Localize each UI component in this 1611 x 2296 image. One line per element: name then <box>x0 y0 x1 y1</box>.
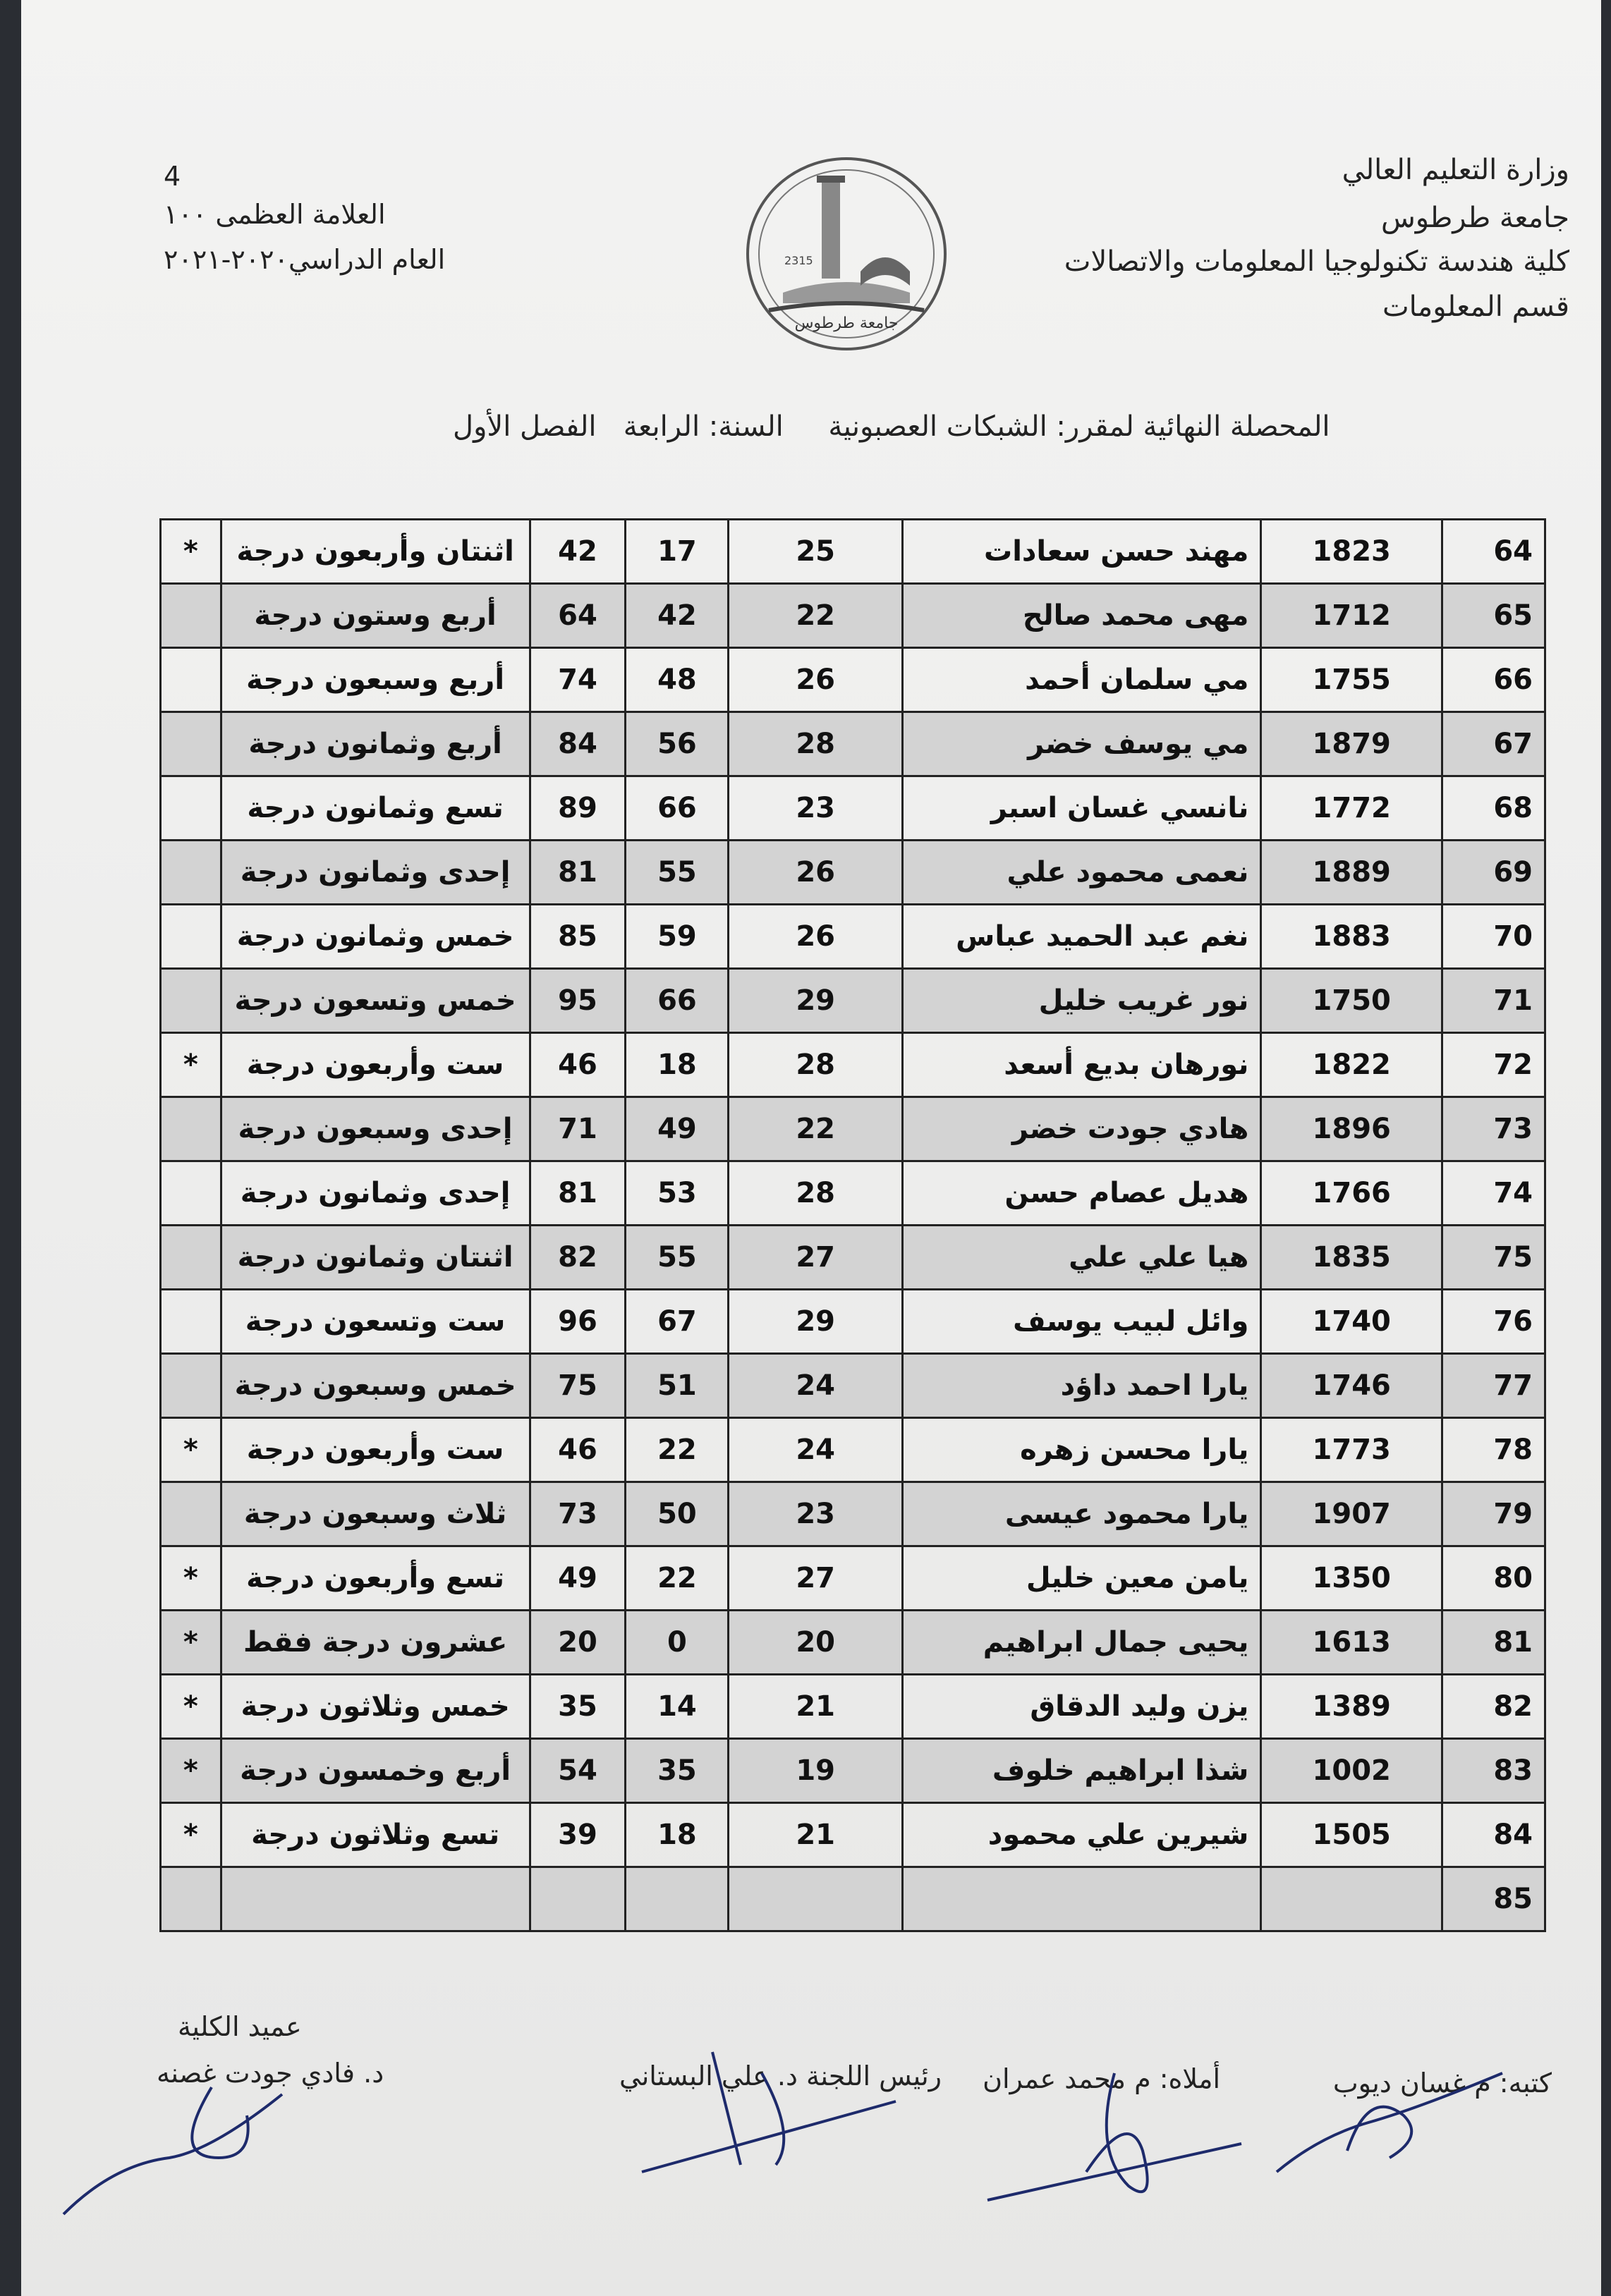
total-cell: 46 <box>530 1418 626 1482</box>
row-number-cell: 71 <box>1442 969 1545 1033</box>
row-number-cell: 76 <box>1442 1290 1545 1354</box>
student-name-cell: وائل لبيب يوسف <box>903 1290 1261 1354</box>
course-semester: الفصل الأول <box>453 410 597 443</box>
student-id-cell: 1755 <box>1261 648 1442 712</box>
total-in-words-cell: أربع وستون درجة <box>221 584 530 648</box>
mark-b-cell: 51 <box>626 1354 729 1418</box>
row-number-cell: 84 <box>1442 1803 1545 1867</box>
student-name-cell: مهند حسن سعادات <box>903 520 1261 584</box>
total-in-words-cell: عشرون درجة فقط <box>221 1611 530 1675</box>
mark-a-cell: 29 <box>729 1290 903 1354</box>
row-number-cell: 75 <box>1442 1226 1545 1290</box>
faculty-name: كلية هندسة تكنولوجيا المعلومات والاتصالات <box>1064 245 1569 278</box>
total-cell: 89 <box>530 776 626 841</box>
row-number-cell: 85 <box>1442 1867 1545 1931</box>
mark-b-cell: 66 <box>626 969 729 1033</box>
table-row <box>161 1611 1545 1675</box>
mark-b-cell: 18 <box>626 1803 729 1867</box>
fail-mark-cell <box>161 969 221 1033</box>
student-id-cell: 1823 <box>1261 520 1442 584</box>
student-name-cell: نور غريب خليل <box>903 969 1261 1033</box>
grades-table <box>159 518 1546 1932</box>
total-in-words-cell: خمس وثمانون درجة <box>221 905 530 969</box>
table-row <box>161 1290 1545 1354</box>
table-row <box>161 905 1545 969</box>
table-row <box>161 1739 1545 1803</box>
student-name-cell: شيرين علي محمود <box>903 1803 1261 1867</box>
fail-mark-cell: * <box>161 520 221 584</box>
row-number-cell: 70 <box>1442 905 1545 969</box>
student-id-cell: 1889 <box>1261 841 1442 905</box>
total-in-words-cell: أربع وخمسون درجة <box>221 1739 530 1803</box>
table-row <box>161 1675 1545 1739</box>
table-row <box>161 969 1545 1033</box>
fail-mark-cell <box>161 776 221 841</box>
mark-a-cell: 28 <box>729 1161 903 1226</box>
student-id-cell: 1907 <box>1261 1482 1442 1546</box>
mark-b-cell: 49 <box>626 1097 729 1161</box>
student-name-cell: يارا احمد داؤد <box>903 1354 1261 1418</box>
logo-year: 2315 <box>784 254 813 267</box>
student-name-cell: نغم عبد الحميد عباس <box>903 905 1261 969</box>
row-number-cell: 67 <box>1442 712 1545 776</box>
row-number-cell: 72 <box>1442 1033 1545 1097</box>
mark-b-cell: 18 <box>626 1033 729 1097</box>
student-id-cell: 1613 <box>1261 1611 1442 1675</box>
row-number-cell: 82 <box>1442 1675 1545 1739</box>
signature-dictator <box>973 2045 1256 2228</box>
mark-b-cell: 35 <box>626 1739 729 1803</box>
student-id-cell: 1740 <box>1261 1290 1442 1354</box>
row-number-cell: 73 <box>1442 1097 1545 1161</box>
mark-a-cell <box>729 1867 903 1931</box>
mark-a-cell: 19 <box>729 1739 903 1803</box>
mark-a-cell: 22 <box>729 1097 903 1161</box>
total-cell: 96 <box>530 1290 626 1354</box>
mark-b-cell: 59 <box>626 905 729 969</box>
row-number-cell: 65 <box>1442 584 1545 648</box>
signature-committee-head <box>614 2031 910 2186</box>
row-number-cell: 74 <box>1442 1161 1545 1226</box>
fail-mark-cell: * <box>161 1739 221 1803</box>
logo-text: جامعة طرطوس <box>794 315 899 332</box>
total-in-words-cell: ست وتسعون درجة <box>221 1290 530 1354</box>
student-id-cell: 1746 <box>1261 1354 1442 1418</box>
signature-writer <box>1263 2031 1516 2200</box>
document-page <box>21 0 1601 2296</box>
student-name-cell: مي سلمان أحمد <box>903 648 1261 712</box>
total-in-words-cell: خمس وثلاثون درجة <box>221 1675 530 1739</box>
course-line <box>453 410 1330 443</box>
total-in-words-cell: اثنتان وثمانون درجة <box>221 1226 530 1290</box>
total-cell: 85 <box>530 905 626 969</box>
student-name-cell: يارا محسن زهره <box>903 1418 1261 1482</box>
mark-b-cell: 42 <box>626 584 729 648</box>
mark-a-cell: 28 <box>729 1033 903 1097</box>
dean-name: د. فادي جودت غصنه <box>157 2058 384 2089</box>
student-name-cell: يزن وليد الدقاق <box>903 1675 1261 1739</box>
mark-a-cell: 26 <box>729 905 903 969</box>
mark-a-cell: 28 <box>729 712 903 776</box>
fail-mark-cell: * <box>161 1675 221 1739</box>
dean-title: عميد الكلية <box>178 2011 302 2042</box>
row-number-cell: 80 <box>1442 1546 1545 1611</box>
total-cell: 84 <box>530 712 626 776</box>
mark-b-cell: 17 <box>626 520 729 584</box>
student-id-cell: 1879 <box>1261 712 1442 776</box>
mark-b-cell: 56 <box>626 712 729 776</box>
mark-a-cell: 21 <box>729 1675 903 1739</box>
total-in-words-cell: تسع وأربعون درجة <box>221 1546 530 1611</box>
table-row <box>161 1097 1545 1161</box>
student-name-cell: نورهان بديع أسعد <box>903 1033 1261 1097</box>
mark-b-cell: 50 <box>626 1482 729 1546</box>
total-cell: 42 <box>530 520 626 584</box>
total-in-words-cell: ثلاث وسبعون درجة <box>221 1482 530 1546</box>
fail-mark-cell <box>161 1161 221 1226</box>
student-name-cell: مي يوسف خضر <box>903 712 1261 776</box>
row-number-cell: 69 <box>1442 841 1545 905</box>
table-row <box>161 1867 1545 1931</box>
student-name-cell: شذا ابراهيم خلوف <box>903 1739 1261 1803</box>
committee-head: رئيس اللجنة د. علي البستاني <box>619 2060 942 2092</box>
table-row <box>161 1803 1545 1867</box>
fail-mark-cell <box>161 1097 221 1161</box>
total-cell: 71 <box>530 1097 626 1161</box>
table-row <box>161 584 1545 648</box>
mark-a-cell: 27 <box>729 1226 903 1290</box>
mark-a-cell: 24 <box>729 1418 903 1482</box>
mark-b-cell: 67 <box>626 1290 729 1354</box>
dictated-by: أملاه: م محمد عمران <box>983 2063 1220 2094</box>
student-name-cell: نانسي غسان اسبر <box>903 776 1261 841</box>
mark-a-cell: 25 <box>729 520 903 584</box>
student-id-cell: 1389 <box>1261 1675 1442 1739</box>
fail-mark-cell: * <box>161 1611 221 1675</box>
student-id-cell: 1883 <box>1261 905 1442 969</box>
row-number-cell: 77 <box>1442 1354 1545 1418</box>
mark-b-cell: 66 <box>626 776 729 841</box>
student-id-cell: 1002 <box>1261 1739 1442 1803</box>
total-in-words-cell <box>221 1867 530 1931</box>
student-name-cell: هادي جودت خضر <box>903 1097 1261 1161</box>
mark-a-cell: 23 <box>729 776 903 841</box>
student-id-cell: 1822 <box>1261 1033 1442 1097</box>
total-cell: 82 <box>530 1226 626 1290</box>
fail-mark-cell: * <box>161 1803 221 1867</box>
table-row <box>161 1546 1545 1611</box>
student-name-cell: يارا محمود عيسى <box>903 1482 1261 1546</box>
mark-b-cell: 14 <box>626 1675 729 1739</box>
table-row <box>161 1482 1545 1546</box>
student-name-cell: يحيى جمال ابراهيم <box>903 1611 1261 1675</box>
mark-b-cell: 53 <box>626 1161 729 1226</box>
row-number-cell: 78 <box>1442 1418 1545 1482</box>
max-mark: العلامة العظمى ١٠٠ <box>164 199 386 230</box>
total-in-words-cell: إحدى وثمانون درجة <box>221 1161 530 1226</box>
mark-a-cell: 26 <box>729 841 903 905</box>
mark-b-cell: 0 <box>626 1611 729 1675</box>
total-cell: 54 <box>530 1739 626 1803</box>
total-in-words-cell: خمس وتسعون درجة <box>221 969 530 1033</box>
fail-mark-cell <box>161 905 221 969</box>
fail-mark-cell <box>161 1482 221 1546</box>
total-in-words-cell: إحدى وسبعون درجة <box>221 1097 530 1161</box>
total-cell: 46 <box>530 1033 626 1097</box>
mark-a-cell: 20 <box>729 1611 903 1675</box>
total-cell: 64 <box>530 584 626 648</box>
student-name-cell: هيا علي علي <box>903 1226 1261 1290</box>
total-cell: 49 <box>530 1546 626 1611</box>
fail-mark-cell: * <box>161 1546 221 1611</box>
table-row <box>161 776 1545 841</box>
student-name-cell <box>903 1867 1261 1931</box>
mark-a-cell: 21 <box>729 1803 903 1867</box>
mark-a-cell: 24 <box>729 1354 903 1418</box>
total-in-words-cell: ست وأربعون درجة <box>221 1418 530 1482</box>
mark-b-cell <box>626 1867 729 1931</box>
fail-mark-cell: * <box>161 1033 221 1097</box>
fail-mark-cell <box>161 1867 221 1931</box>
student-id-cell: 1772 <box>1261 776 1442 841</box>
mark-b-cell: 48 <box>626 648 729 712</box>
total-in-words-cell: ست وأربعون درجة <box>221 1033 530 1097</box>
fail-mark-cell <box>161 1290 221 1354</box>
mark-b-cell: 22 <box>626 1418 729 1482</box>
table-row <box>161 1226 1545 1290</box>
course-year: السنة: الرابعة <box>623 410 784 443</box>
table-row <box>161 841 1545 905</box>
fail-mark-cell <box>161 1226 221 1290</box>
row-number-cell: 68 <box>1442 776 1545 841</box>
mark-a-cell: 27 <box>729 1546 903 1611</box>
fail-mark-cell <box>161 648 221 712</box>
total-cell: 20 <box>530 1611 626 1675</box>
table-row <box>161 1354 1545 1418</box>
total-cell: 35 <box>530 1675 626 1739</box>
student-id-cell: 1896 <box>1261 1097 1442 1161</box>
total-cell: 95 <box>530 969 626 1033</box>
table-row <box>161 648 1545 712</box>
row-number-cell: 79 <box>1442 1482 1545 1546</box>
total-in-words-cell: اثنتان وأربعون درجة <box>221 520 530 584</box>
total-cell: 75 <box>530 1354 626 1418</box>
student-name-cell: نعمى محمود علي <box>903 841 1261 905</box>
signature-dean <box>49 2052 374 2235</box>
fail-mark-cell: * <box>161 1418 221 1482</box>
mark-a-cell: 29 <box>729 969 903 1033</box>
mark-b-cell: 55 <box>626 1226 729 1290</box>
fail-mark-cell <box>161 1354 221 1418</box>
mark-b-cell: 22 <box>626 1546 729 1611</box>
row-number-cell: 64 <box>1442 520 1545 584</box>
row-number-cell: 81 <box>1442 1611 1545 1675</box>
student-id-cell: 1712 <box>1261 584 1442 648</box>
page-number: 4 <box>164 161 181 192</box>
table-row <box>161 1033 1545 1097</box>
total-cell: 74 <box>530 648 626 712</box>
student-id-cell: 1835 <box>1261 1226 1442 1290</box>
fail-mark-cell <box>161 712 221 776</box>
total-in-words-cell: أربع وسبعون درجة <box>221 648 530 712</box>
student-id-cell <box>1261 1867 1442 1931</box>
row-number-cell: 83 <box>1442 1739 1545 1803</box>
table-row <box>161 1418 1545 1482</box>
total-in-words-cell: إحدى وثمانون درجة <box>221 841 530 905</box>
mark-b-cell: 55 <box>626 841 729 905</box>
student-id-cell: 1750 <box>1261 969 1442 1033</box>
total-in-words-cell: أربع وثمانون درجة <box>221 712 530 776</box>
university-name: جامعة طرطوس <box>1380 202 1569 234</box>
total-cell <box>530 1867 626 1931</box>
student-name-cell: يامن معين خليل <box>903 1546 1261 1611</box>
total-cell: 81 <box>530 1161 626 1226</box>
mark-a-cell: 26 <box>729 648 903 712</box>
total-in-words-cell: تسع وثلاثون درجة <box>221 1803 530 1867</box>
student-id-cell: 1773 <box>1261 1418 1442 1482</box>
course-name: المحصلة النهائية لمقرر: الشبكات العصبونية <box>828 410 1330 443</box>
academic-year: العام الدراسي٢٠٢٠-٢٠٢١ <box>164 244 446 275</box>
student-id-cell: 1766 <box>1261 1161 1442 1226</box>
university-logo <box>741 152 952 356</box>
written-by: كتبه: م غسان ديوب <box>1332 2068 1552 2099</box>
total-cell: 81 <box>530 841 626 905</box>
table-row <box>161 712 1545 776</box>
ministry-name: وزارة التعليم العالي <box>1342 154 1569 186</box>
mark-a-cell: 22 <box>729 584 903 648</box>
department-name: قسم المعلومات <box>1382 291 1569 323</box>
total-cell: 73 <box>530 1482 626 1546</box>
total-cell: 39 <box>530 1803 626 1867</box>
fail-mark-cell <box>161 841 221 905</box>
student-id-cell: 1350 <box>1261 1546 1442 1611</box>
total-in-words-cell: تسع وثمانون درجة <box>221 776 530 841</box>
student-id-cell: 1505 <box>1261 1803 1442 1867</box>
fail-mark-cell <box>161 584 221 648</box>
grades-table-body <box>161 520 1545 1931</box>
total-in-words-cell: خمس وسبعون درجة <box>221 1354 530 1418</box>
table-row <box>161 1161 1545 1226</box>
student-name-cell: هديل عصام حسن <box>903 1161 1261 1226</box>
mark-a-cell: 23 <box>729 1482 903 1546</box>
student-name-cell: مهى محمد صالح <box>903 584 1261 648</box>
row-number-cell: 66 <box>1442 648 1545 712</box>
table-row <box>161 520 1545 584</box>
